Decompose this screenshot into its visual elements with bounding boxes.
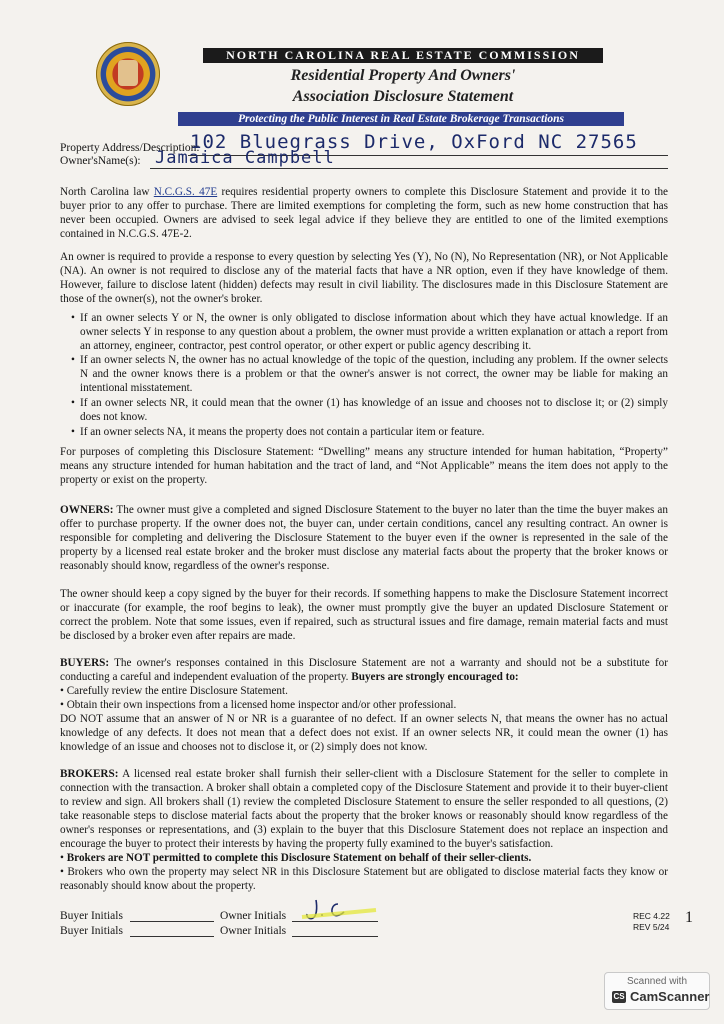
document-title-line2: Association Disclosure Statement [292, 88, 514, 105]
property-address-value[interactable]: 102 Bluegrass Drive, OxFord NC 27565 [190, 131, 638, 153]
buyer-initials-label: Buyer Initials [60, 910, 123, 922]
buyer-initials-line[interactable] [130, 921, 214, 922]
form-revision: REV 5/24 [633, 922, 670, 932]
brokers-heading: BROKERS: [60, 768, 119, 780]
buyers-heading: BUYERS: [60, 657, 110, 669]
buyer-initials-label: Buyer Initials [60, 925, 123, 937]
owner-initials-line[interactable] [292, 936, 378, 937]
requirements-paragraph: An owner is required to provide a response to every question by selecting Yes (Y), No (N), No Representation (NR), or Not Applicable (NA). An owner is not required to disclose any of the material facts that have a NR option, even if they have knowledge of them. However, failure to disclose latent (hidden) defects may result in civil liability. The disclosures made in this Disclosure Statement are those of the owner(s), not the owner's broker. [60, 251, 668, 305]
statute-link[interactable]: N.C.G.S. 47E [153, 186, 218, 198]
broker-bullet: • Brokers who own the property may select NR in this Disclosure Statement but are obligated to disclose material facts they know or reasonably should know about the property. [60, 866, 668, 892]
requirement-bullet: • If an owner selects NA, it means the property does not contain a particular item or feature. [71, 426, 485, 438]
commission-banner: NORTH CAROLINA REAL ESTATE COMMISSION [203, 48, 603, 63]
buyer-initials-line[interactable] [130, 936, 214, 937]
camscanner-logo-icon: CS [613, 992, 625, 1001]
buyers-section: BUYERS: The owner's responses contained in this Disclosure Statement are not a warranty and should not be a substitute for conducting a careful and independent evaluation of the property. Buyers are strongly encouraged to: • Carefully review the entire Disclosure Statement. • Obtain their own inspections from a licensed home inspector and/or other professional. DO NOT assume that an answer of N or NR is a guarantee of no defect. If an owner selects N, that means the owner has no actual knowledge of any defects. It does not mean that a defect does not exist. If an owner selects NR, it could mean the owner (1) has knowledge of an issue and chooses not to disclose it, or (2) simply does not know. [60, 657, 668, 753]
buyers-warning: DO NOT assume that an answer of N or NR is a guarantee of no defect. If an owner selects N, that means the owner has no actual knowledge of any defects. It does not mean that a defect does not exist. If an owner selects NR, it could mean the owner (1) has knowledge of an issue and chooses not to disclose it, or (2) simply does not know. [60, 713, 668, 753]
owner-initials-label: Owner Initials [220, 925, 287, 937]
buyer-bullet: • Carefully review the entire Disclosure Statement. [60, 685, 288, 697]
nc-commission-seal-logo [96, 42, 160, 106]
buyer-bullet: • Obtain their own inspections from a licensed home inspector and/or other professional. [60, 699, 457, 711]
page-number: 1 [685, 909, 693, 926]
brokers-section: BROKERS: A licensed real estate broker shall furnish their seller-client with a Disclosure Statement for the seller to complete in connection with the transaction. A broker shall obtain a completed copy of the Disclosure Statement and provide it to their buyer-client to review and sign. All brokers shall (1) review the completed Disclosure Statement to ensure the seller responded to all questions, (2) take reasonable steps to disclose material facts about the property that the broker knows or reasonably should know regardless of the owner's responses or representations, and (3) explain to the buyer that this Disclosure Statement does not replace an inspection and encourage the buyer to protect their interests by having the property fully examined to the buyer's satisfaction. • Brokers are NOT permitted to complete this Disclosure Statement on behalf of their seller-clients. • Brokers who own the property may select NR in this Disclosure Statement but are obligated to disclose material facts they know or reasonably should know about the property. [60, 768, 668, 892]
owner-initials-signature [298, 896, 378, 924]
owner-name-value[interactable]: Jamaica Campbell [155, 148, 335, 168]
tagline-banner: Protecting the Public Interest in Real Estate Brokerage Transactions [178, 112, 624, 126]
owners-section: OWNERS: The owner must give a completed and signed Disclosure Statement to the buyer no later than the time the buyer makes an offer to purchase property. If the owner does not, the buyer can, under certain conditions, cancel any resulting contract. An owner is responsible for completing and delivering the Disclosure Statement to the buyer even if the owner is represented in the sale of the property by a licensed real estate broker and the broker must disclose any material facts about the property that the broker knows or reasonably should know, regardless of the owner's response. [60, 504, 668, 572]
form-code: REC 4.22 [633, 911, 670, 921]
owner-copy-paragraph: The owner should keep a copy signed by the buyer for their records. If something happens to make the Disclosure Statement incorrect or inaccurate (for example, the roof begins to leak), the owner must promptly give the buyer an updated Disclosure Statement or correct the problem. Note that some issues, even if repaired, such as structural issues and fire damage, remain material facts and must be disclosed by a broker even after repairs are made. [60, 588, 668, 642]
owner-name-label: Owner'sName(s): [60, 155, 141, 167]
owner-name-underline [150, 168, 668, 169]
intro-paragraph: North Carolina law N.C.G.S. 47E requires residential property owners to complete this Disclosure Statement and provide it to the buyer prior to any offer to purchase. There are limited exemptions for completing the form, such as new home construction that has never been occupied. Owners are advised to seek legal advice if they believe they are entitled to one of the limited exemptions contained in N.C.G.S. 47E-2. [60, 186, 668, 240]
document-title-line1: Residential Property And Owners' [290, 67, 516, 84]
camscanner-watermark: Scanned with CS CamScanner [604, 972, 710, 1010]
definitions-paragraph: For purposes of completing this Disclosure Statement: “Dwelling” means any structure intended for human habitation, “Property” means any structure intended for human habitation and the tract of land, and “Not Applicable” means the item does not apply to the property or exist on the property. [60, 446, 668, 486]
broker-bullet: • Brokers are NOT permitted to complete this Disclosure Statement on behalf of their seller-clients. [60, 852, 532, 864]
requirement-bullet: • If an owner selects N, the owner has no actual knowledge of the topic of the question, including any problem. If the owner selects N and the owner knows there is a problem or that the owner's answer is not correct, the owner may be liable for making an intentional misstatement. [71, 354, 668, 394]
requirement-bullet: • If an owner selects NR, it could mean that the owner (1) has knowledge of an issue and chooses not to disclose it; or (2) simply does not know. [71, 397, 668, 423]
owners-heading: OWNERS: [60, 504, 114, 516]
owner-initials-label: Owner Initials [220, 910, 287, 922]
requirement-bullet: • If an owner selects Y or N, the owner is only obligated to disclose information about which they have actual knowledge. If an owner selects Y in response to any question about a problem, the owner must provide a written explanation or attach a report from an attorney, engineer, contractor, pest control operator, or other expert or public agency describing it. [71, 312, 668, 352]
property-address-label: Property Address/Description: [60, 142, 200, 154]
